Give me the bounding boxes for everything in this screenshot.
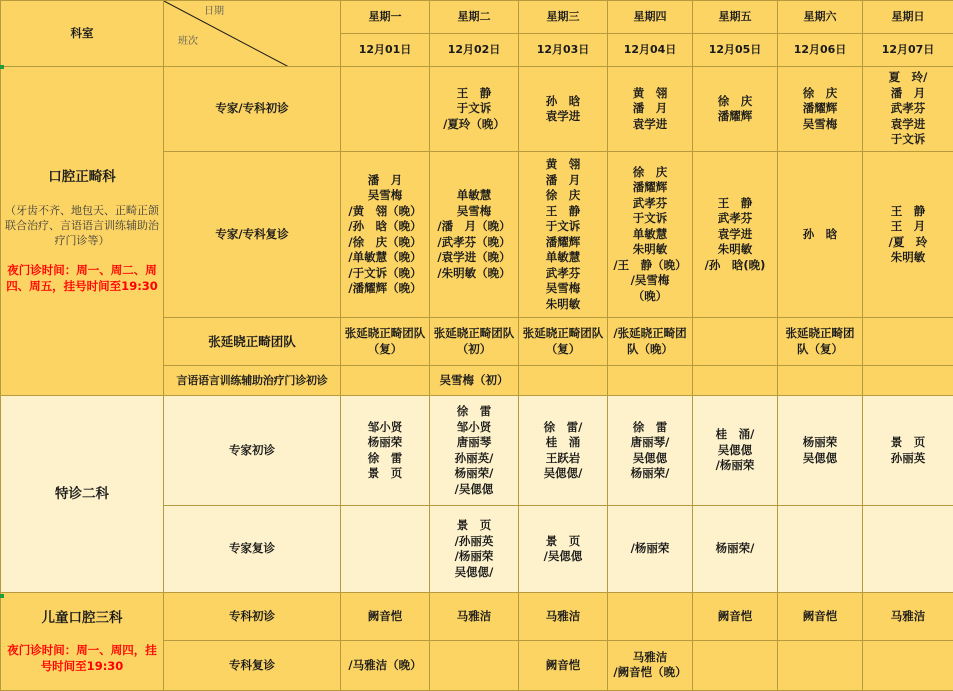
schedule-cell: 马雅洁 /阙音恺（晚） (608, 641, 693, 690)
schedule-cell: 徐 雷 唐丽琴/ 吴偲偲 杨丽荣/ (608, 396, 693, 506)
dept-name: 口腔正畸科 (3, 168, 161, 187)
schedule-cell: 徐 庆 潘耀辉 武孝芬 于文诉 单敏慧 朱明敏 /王 静（晚） /吴雪梅 （晚） (608, 152, 693, 318)
schedule-cell: 景 页 /吴偲偲 (519, 506, 608, 593)
cell-marker-icon (0, 65, 4, 69)
schedule-cell (608, 593, 693, 641)
schedule-cell (608, 366, 693, 396)
date-header: 12月04日 (608, 34, 693, 67)
schedule-cell: 单敏慧 吴雪梅 /潘 月（晚） /武孝芬（晚） /袁学进（晚） /朱明敏（晚） (430, 152, 519, 318)
weekday-header: 星期五 (693, 1, 778, 34)
schedule-cell: 马雅洁 (430, 593, 519, 641)
clinic-type: 专家/专科初诊 (164, 67, 341, 152)
schedule-cell: 黄 翎 潘 月 袁学进 (608, 67, 693, 152)
schedule-cell: 阙音恺 (341, 593, 430, 641)
schedule-cell: 夏 玲/ 潘 月 武孝芬 袁学进 于文诉 (863, 67, 953, 152)
dept-name: 特诊二科 (3, 485, 161, 504)
schedule-cell (519, 366, 608, 396)
night-clinic-note: 夜门诊时间：周一、周二、周四、周五，挂号时间至19:30 (3, 263, 161, 294)
clinic-type: 专家/专科复诊 (164, 152, 341, 318)
schedule-cell: 潘 月 吴雪梅 /黄 翎（晚） /孙 晗（晚） /徐 庆（晚） /单敏慧（晚） /于文诉（晚） /潘耀辉（晚） (341, 152, 430, 318)
weekday-header: 星期日 (863, 1, 953, 34)
cell-marker-icon (0, 594, 4, 598)
schedule-cell (341, 506, 430, 593)
schedule-cell (778, 641, 863, 690)
date-header: 12月07日 (863, 34, 953, 67)
schedule-cell (693, 366, 778, 396)
schedule-cell: 阙音恺 (519, 641, 608, 690)
schedule-cell: 阙音恺 (778, 593, 863, 641)
night-clinic-note: 夜门诊时间：周一、周四，挂号时间至19:30 (3, 643, 161, 674)
date-header: 12月01日 (341, 34, 430, 67)
weekday-header: 星期二 (430, 1, 519, 34)
schedule-cell: 杨丽荣/ (693, 506, 778, 593)
weekday-header: 星期三 (519, 1, 608, 34)
schedule-cell: 徐 庆 潘耀辉 吴雪梅 (778, 67, 863, 152)
dept-name: 儿童口腔三科 (3, 609, 161, 628)
diag-date-label: 日期 (204, 4, 224, 20)
schedule-cell (863, 366, 953, 396)
weekday-header: 星期一 (341, 1, 430, 34)
schedule-cell: /张延晓正畸团 队（晚） (608, 318, 693, 366)
clinic-type: 专家复诊 (164, 506, 341, 593)
schedule-cell: 张延晓正畸团队 （初） (430, 318, 519, 366)
schedule-cell (693, 318, 778, 366)
date-header: 12月03日 (519, 34, 608, 67)
clinic-type: 专家初诊 (164, 396, 341, 506)
schedule-cell: 王 静 武孝芬 袁学进 朱明敏 /孙 晗(晚) (693, 152, 778, 318)
schedule-cell: 邹小贤 杨丽荣 徐 雷 景 页 (341, 396, 430, 506)
schedule-cell (693, 641, 778, 690)
date-header: 12月06日 (778, 34, 863, 67)
schedule-cell (863, 506, 953, 593)
weekday-header: 星期六 (778, 1, 863, 34)
schedule-cell: 桂 涌/ 吴偲偲 /杨丽荣 (693, 396, 778, 506)
schedule-cell (863, 641, 953, 690)
schedule-cell: 阙音恺 (693, 593, 778, 641)
schedule-cell: 杨丽荣 吴偲偲 (778, 396, 863, 506)
clinic-type: 专科复诊 (164, 641, 341, 690)
clinic-type: 言语语言训练辅助治疗门诊初诊 (164, 366, 341, 396)
schedule-cell: 王 静 王 月 /夏 玲 朱明敏 (863, 152, 953, 318)
clinic-type: 张延晓正畸团队 (164, 318, 341, 366)
weekday-header: 星期四 (608, 1, 693, 34)
diag-shift-label: 班次 (178, 34, 198, 50)
schedule-cell (863, 318, 953, 366)
schedule-cell: 张延晓正畸团 队（复） (778, 318, 863, 366)
schedule-cell: 黄 翎 潘 月 徐 庆 王 静 于文诉 潘耀辉 单敏慧 武孝芬 吴雪梅 朱明敏 (519, 152, 608, 318)
schedule-cell: 徐 雷 邹小贤 唐丽琴 孙丽英/ 杨丽荣/ /吴偲偲 (430, 396, 519, 506)
schedule-cell: /杨丽荣 (608, 506, 693, 593)
diagonal-header-cell (164, 1, 341, 67)
schedule-cell: 张延晓正畸团队 （复） (519, 318, 608, 366)
schedule-cell (778, 506, 863, 593)
schedule-cell: 景 页 /孙丽英 /杨丽荣 吴偲偲/ (430, 506, 519, 593)
schedule-cell: /马雅洁（晚） (341, 641, 430, 690)
schedule-cell (341, 366, 430, 396)
schedule-cell: 王 静 于文诉 /夏玲（晚） (430, 67, 519, 152)
dept-cell-pediatric-3 (1, 593, 164, 691)
dept-cell-special-2 (1, 396, 164, 593)
schedule-cell (778, 366, 863, 396)
schedule-cell (341, 67, 430, 152)
dept-description: （牙齿不齐、地包天、正畸正颌联合治疗、言语语言训练辅助治疗门诊等） (3, 203, 161, 248)
schedule-cell: 景 页 孙丽英 (863, 396, 953, 506)
schedule-cell: 孙 晗 (778, 152, 863, 318)
schedule-cell (430, 641, 519, 690)
date-header: 12月02日 (430, 34, 519, 67)
schedule-cell: 张延晓正畸团队 （复） (341, 318, 430, 366)
clinic-type: 专科初诊 (164, 593, 341, 641)
dept-column-header: 科室 (1, 1, 164, 67)
date-header: 12月05日 (693, 34, 778, 67)
schedule-cell: 孙 晗 袁学进 (519, 67, 608, 152)
schedule-cell: 马雅洁 (863, 593, 953, 641)
dept-cell-orthodontics (1, 67, 164, 396)
schedule-cell: 徐 庆 潘耀辉 (693, 67, 778, 152)
schedule-cell: 马雅洁 (519, 593, 608, 641)
schedule-cell: 徐 雷/ 桂 涌 王跃岩 吴偲偲/ (519, 396, 608, 506)
schedule-cell: 吴雪梅（初） (430, 366, 519, 396)
